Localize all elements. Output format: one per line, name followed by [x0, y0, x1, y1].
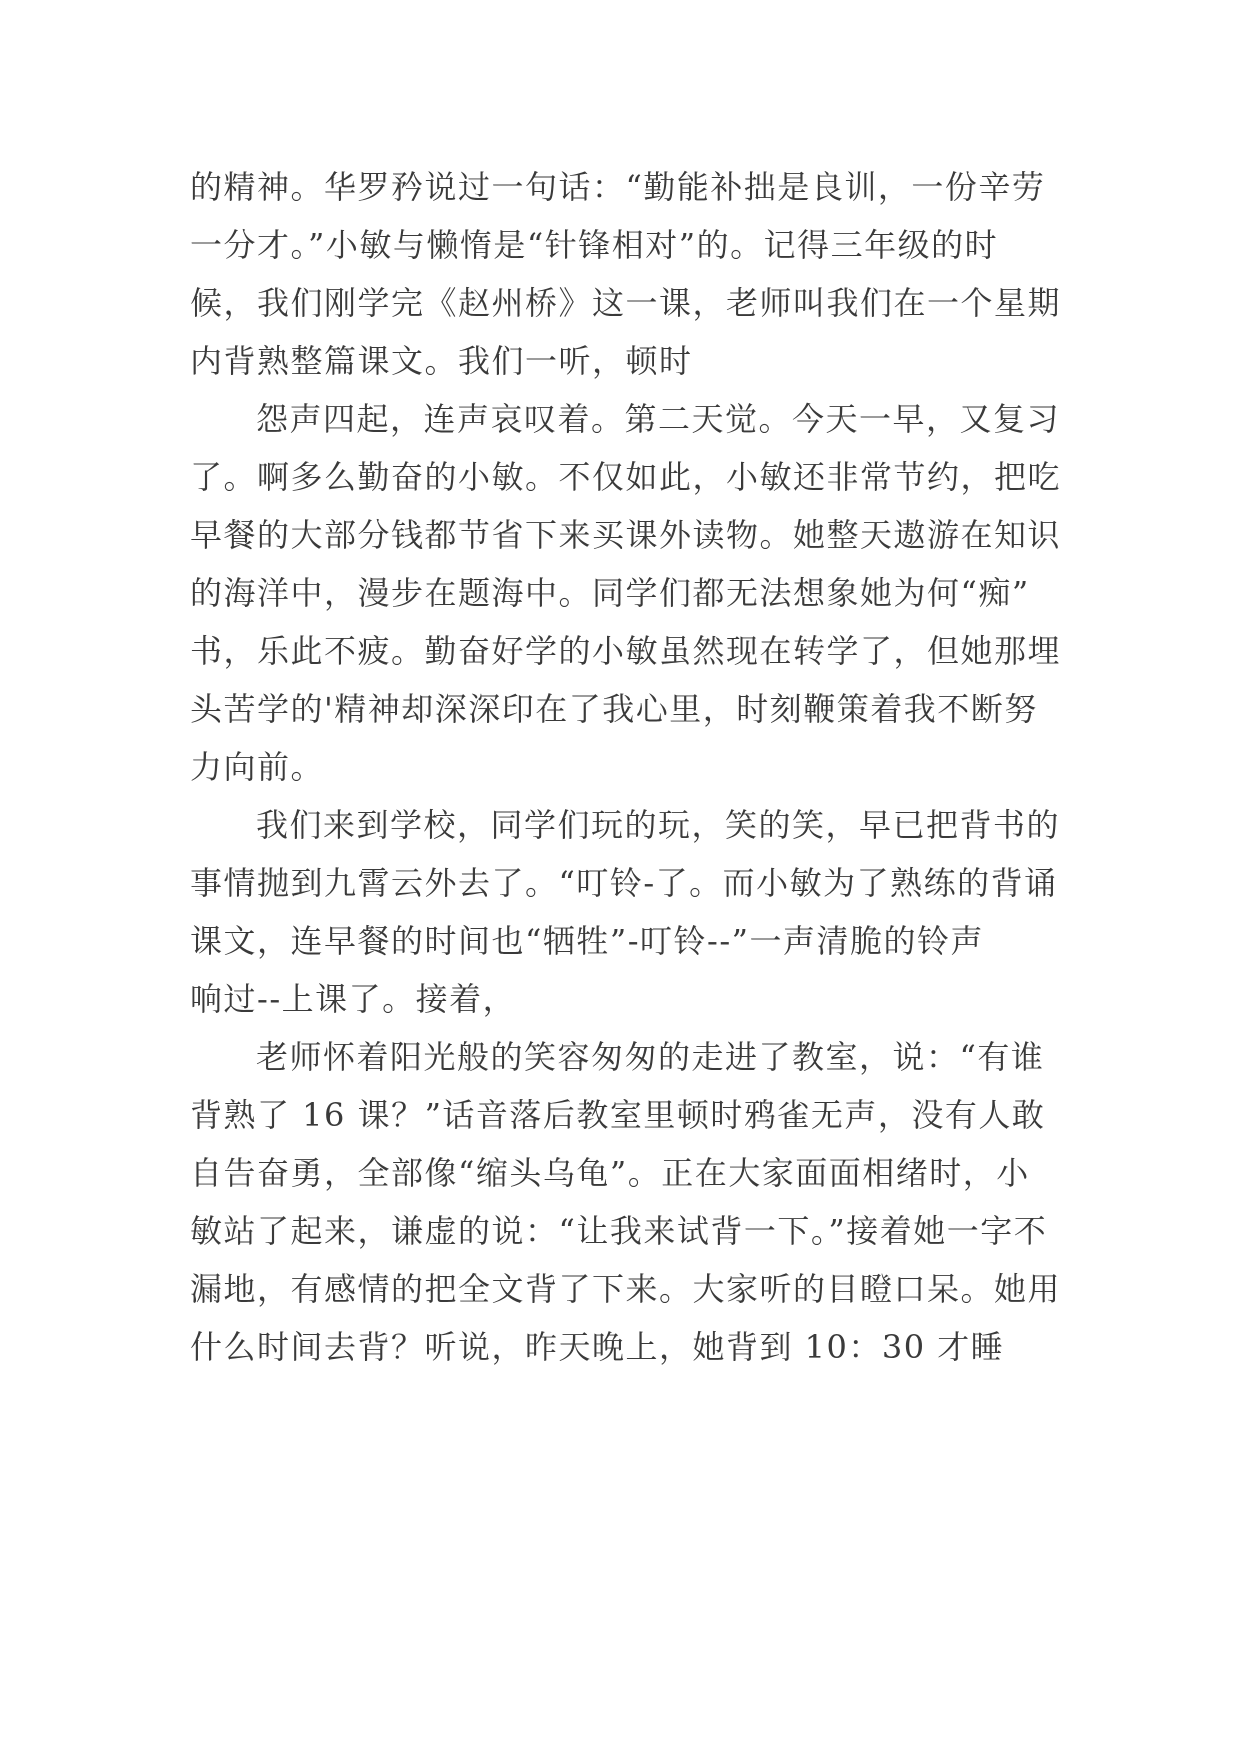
- text-line: 我们来到学校，同学们玩的玩，笑的笑，早已把背书的: [256, 806, 1061, 844]
- text-line: 内背熟整篇课文。我们一听，顿时: [190, 342, 693, 380]
- text-line: 响过--上课了。接着，: [190, 980, 517, 1018]
- paragraph-3: [190, 796, 1060, 1028]
- text-line: 怨声四起，连声哀叹着。第二天觉。今天一早，又复习: [256, 400, 1061, 438]
- text-line: 什么时间去背？听说，昨天晚上，她背到 10：30 才睡: [190, 1328, 1005, 1366]
- text-line: 候，我们刚学完《赵州桥》这一课，老师叫我们在一个星期: [190, 284, 1062, 322]
- text-line: 的海洋中，漫步在题海中。同学们都无法想象她为何“痴”: [190, 574, 1030, 612]
- text-line: 漏地，有感情的把全文背了下来。大家听的目瞪口呆。她用: [190, 1270, 1062, 1308]
- text-line: 课文，连早餐的时间也“牺牲”-叮铃--”一声清脆的铃声: [190, 922, 985, 960]
- text-line: 早餐的大部分钱都节省下来买课外读物。她整天遨游在知识: [190, 516, 1062, 554]
- text-line: 一分才。”小敏与懒惰是“针锋相对”的。记得三年级的时: [190, 226, 999, 264]
- text-line: 力向前。: [190, 748, 325, 786]
- text-line: 书，乐此不疲。勤奋好学的小敏虽然现在转学了，但她那埋: [190, 632, 1062, 670]
- paragraph-2: [190, 390, 1060, 796]
- text-line: 了。啊多么勤奋的小敏。不仅如此，小敏还非常节约，把吃: [190, 458, 1062, 496]
- text-line: 老师怀着阳光般的笑容匆匆的走进了教室，说：“有谁: [256, 1038, 1045, 1076]
- text-line: 事情抛到九霄云外去了。“叮铃-了。而小敏为了熟练的背诵: [190, 864, 1058, 902]
- text-line: 头苦学的'精神却深深印在了我心里，时刻鞭策着我不断努: [190, 690, 1038, 728]
- text-line: 自告奋勇，全部像“缩头乌龟”。正在大家面面相绪时，小: [190, 1154, 1030, 1192]
- text-line: 背熟了 16 课？”话音落后教室里顿时鸦雀无声，没有人敢: [190, 1096, 1046, 1134]
- paragraph-4: [190, 1028, 1060, 1376]
- text-line: 的精神。华罗矜说过一句话：“勤能补拙是良训，一份辛劳: [190, 168, 1046, 206]
- paragraph-1: [190, 158, 1060, 390]
- text-line: 敏站了起来，谦虚的说：“让我来试背一下。”接着她一字不: [190, 1212, 1048, 1250]
- document-body: [190, 158, 1060, 1376]
